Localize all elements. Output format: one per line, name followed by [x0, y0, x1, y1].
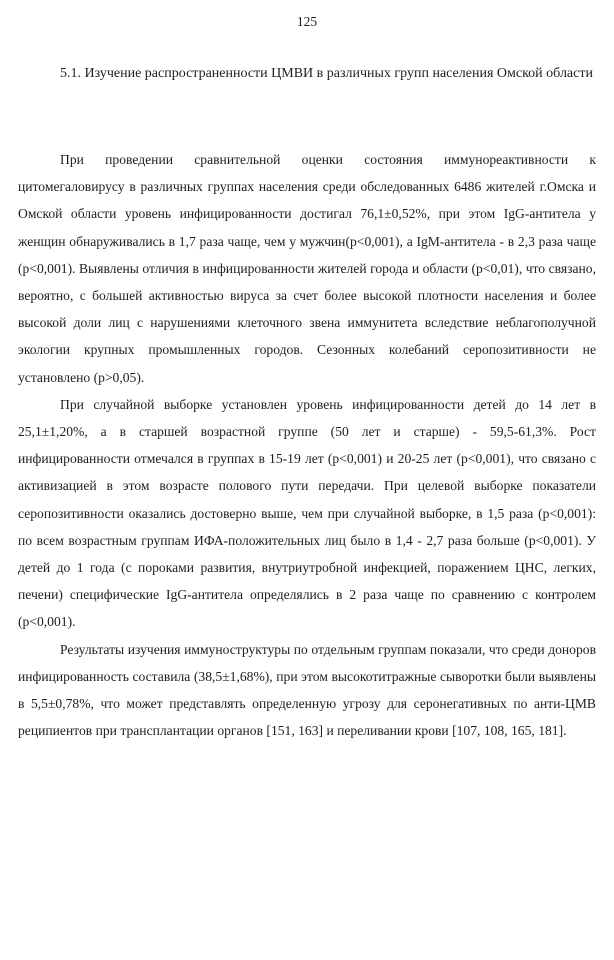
paragraph-age-groups: При случайной выборке установлен уровень инфицированности детей до 14 лет в 25,1±1,20%, а в старшей возрастной группе (50 лет и старше) - 59,5-61,3%. Рост инфицированности отмечался в группах в 15-19 лет (p<0,001) и 20-25 лет (p<0,001), что связано с активизацией в этом возрасте полового пути передачи. При целевой выборке показатели серопозитивности оказались достоверно выше, чем при случайной выборке, в 1,5 раза (p<0,001): по всем возрастным группам ИФА-положительных лиц было в 1,4 - 2,7 раза больше (p<0,001). У детей до 1 года (с пороками развития, внутриутробной инфекцией, поражением ЦНС, легких, печени) специфические IgG-антитела определялись в 2 раза чаще по сравнению с контролем (p<0,001).: [18, 396, 596, 630]
paragraph-infection-overview: При проведении сравнительной оценки состояния иммунореактивности к цитомегаловирусу в различных группах населения среди обследованных 6486 жителей г.Омска и Омской области уровень инфицированности достигал 76,1±0,52%, при этом IgG-антитела у женщин обнаруживались в 1,7 раза чаще, чем у мужчин(p<0,001), а IgM-антитела - в 2,3 раза чаще (p<0,001). Выявлены отличия в инфицированности жителей города и области (p<0,01), что связано, вероятно, с большей активностью вируса за счет более высокой плотности населения и более высокой доли лиц с нарушениями клеточного звена иммунитета вследствие неблагополучной экологии крупных промышленных городов. Сезонных колебаний серопозитивности не установлено (p>0,05).: [18, 152, 596, 385]
page-number: 125: [296, 14, 318, 29]
section-heading: 5.1. Изучение распространенности ЦМВИ в различных групп населения Омской области: [60, 66, 593, 81]
paragraph-donors: Результаты изучения иммуноструктуры по отдельным группам показали, что среди доноров инфицированность составила (38,5±1,68%), при этом высокотитражные сыворотки были выявлены в 5,5±0,78%, что может представлять определенную угрозу для серонегативных по анти-ЦМВ реципиентов при трансплантации органов [151, 163] и переливании крови [107, 108, 165, 181].: [18, 641, 596, 739]
body-text: [18, 146, 596, 744]
